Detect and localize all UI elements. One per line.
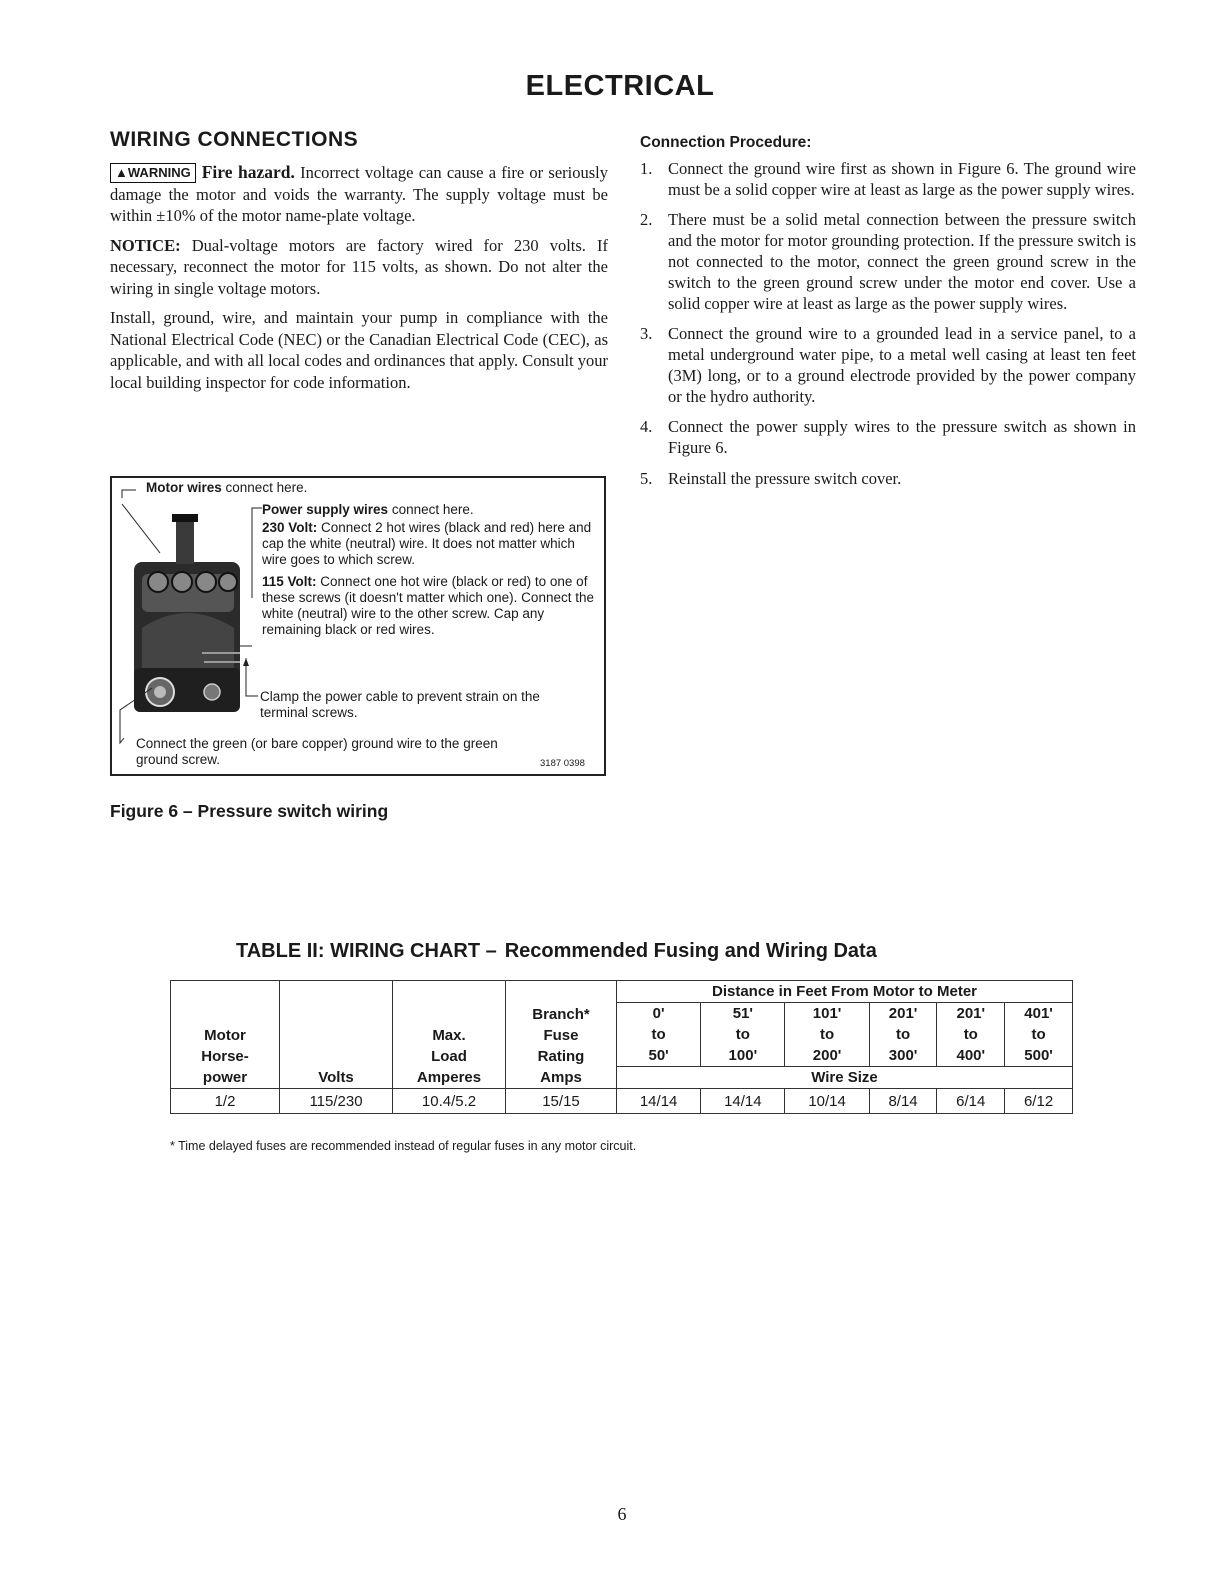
procedure-step: 4. Connect the power supply wires to the pressure switch as shown in Figure 6. [640, 417, 1136, 457]
table-title: TABLE II: WIRING CHART – Recommended Fusing and Wiring Data [236, 940, 877, 962]
notice-lead: NOTICE: [110, 235, 181, 255]
cell-fuse: 15/15 [506, 1089, 617, 1114]
procedure-step: 1. Connect the ground wire first as shown in Figure 6. The ground wire must be a solid copper wire at least as large as the power supply wires. [640, 159, 1136, 199]
cell-wire-size: 8/14 [869, 1089, 937, 1114]
cell-volts: 115/230 [280, 1089, 393, 1114]
warning-text: Incorrect voltage can cause a fire or seriously damage the motor and voids the warranty. The supply voltage must be within ±10% of the motor name-plate voltage. [110, 163, 608, 225]
figure-6-pressure-switch [110, 476, 606, 776]
procedure-step: 2. There must be a solid metal connection between the pressure switch and the motor for motor grounding protection. If the pressure switch is not connected to the motor, connect the green ground screw in the switch to the green ground screw under the motor end cover. Use a solid copper wire at least as large as the power supply wires. [640, 210, 1136, 313]
right-column [640, 134, 1136, 498]
volt-230-instructions: 230 Volt: Connect 2 hot wires (black and red) here and cap the white (neutral) wire. It does not matter which wire goes to which screw. [262, 520, 592, 567]
figure-caption: Figure 6 – Pressure switch wiring [110, 801, 389, 821]
cell-wire-size: 6/12 [1005, 1089, 1073, 1114]
distance-range: 201' to 400' [937, 1003, 1005, 1067]
figure-code: 3187 0398 [540, 758, 585, 769]
power-supply-label: Power supply wires connect here. [262, 502, 474, 517]
procedure-step: 5. Reinstall the pressure switch cover. [640, 469, 902, 488]
distance-range: 201' to 300' [869, 1003, 937, 1067]
warning-badge-label: WARNING [127, 165, 191, 180]
distance-range: 401' to 500' [1005, 1003, 1073, 1067]
page-title: ELECTRICAL [525, 70, 715, 102]
clamp-instructions: Clamp the power cable to prevent strain on the terminal screws. [260, 689, 540, 720]
warning-paragraph [110, 162, 608, 227]
distance-group-header: Distance in Feet From Motor to Meter [617, 981, 1073, 1003]
col-header-fuse: Branch* Fuse Rating Amps [506, 981, 617, 1089]
warning-lead: Fire hazard. [201, 162, 295, 182]
page-number: 6 [617, 1504, 627, 1524]
col-header-volts: Volts [280, 981, 393, 1089]
cell-wire-size: 6/14 [937, 1089, 1005, 1114]
procedure-step: 3. Connect the ground wire to a grounded lead in a service panel, to a metal underground water pipe, to a metal well casing at least ten feet (3M) long, or to a ground electrode provided by the power company or the hydro authority. [640, 324, 1136, 406]
switch-body-drawing [134, 514, 240, 712]
table-footnote: * Time delayed fuses are recommended instead of regular fuses in any motor circuit. [170, 1139, 637, 1153]
distance-range: 101' to 200' [785, 1003, 869, 1067]
left-column [110, 128, 608, 401]
cell-wire-size: 14/14 [617, 1089, 701, 1114]
distance-range: 0' to 50' [617, 1003, 701, 1067]
table-row [171, 1089, 1073, 1114]
section-heading: WIRING CONNECTIONS [110, 128, 359, 151]
cell-wire-size: 14/14 [701, 1089, 785, 1114]
distance-range: 51' to 100' [701, 1003, 785, 1067]
procedure-list [640, 158, 1136, 489]
procedure-heading: Connection Procedure: [640, 134, 812, 151]
volt-115-instructions: 115 Volt: Connect one hot wire (black or red) to one of these screws (it doesn't matter which one). Connect the white (neutral) wire to the other screw. Cap any remaining black or red wires. [262, 574, 594, 637]
motor-wires-label: Motor wires connect here. [146, 480, 308, 495]
motor-wires-leader [122, 490, 136, 498]
motor-wires-pointer [122, 504, 160, 553]
col-header-max-load: Max. Load Amperes [393, 981, 506, 1089]
wiring-chart-table [170, 980, 1073, 1114]
notice-paragraph [110, 235, 608, 300]
warning-badge: ▲WARNING [110, 163, 196, 183]
cell-wire-size: 10/14 [785, 1089, 869, 1114]
cell-amps: 10.4/5.2 [393, 1089, 506, 1114]
notice-text: Dual-voltage motors are factory wired for 230 volts. If necessary, reconnect the motor for 115 volts, as shown. Do not alter the wiring in single voltage motors. [110, 235, 609, 298]
wire-size-header: Wire Size [617, 1067, 1073, 1089]
ground-instructions: Connect the green (or bare copper) ground wire to the green ground screw. [136, 736, 498, 767]
cell-hp: 1/2 [171, 1089, 280, 1114]
col-header-horsepower: Motor Horse- power [171, 981, 280, 1089]
install-paragraph: Install, ground, wire, and maintain your pump in compliance with the National Electrical Code (NEC) or the Canadian Electrical Code (CEC), as applicable, and with all local codes and ordinances that apply. Consult your local building inspector for code information. [110, 308, 608, 392]
